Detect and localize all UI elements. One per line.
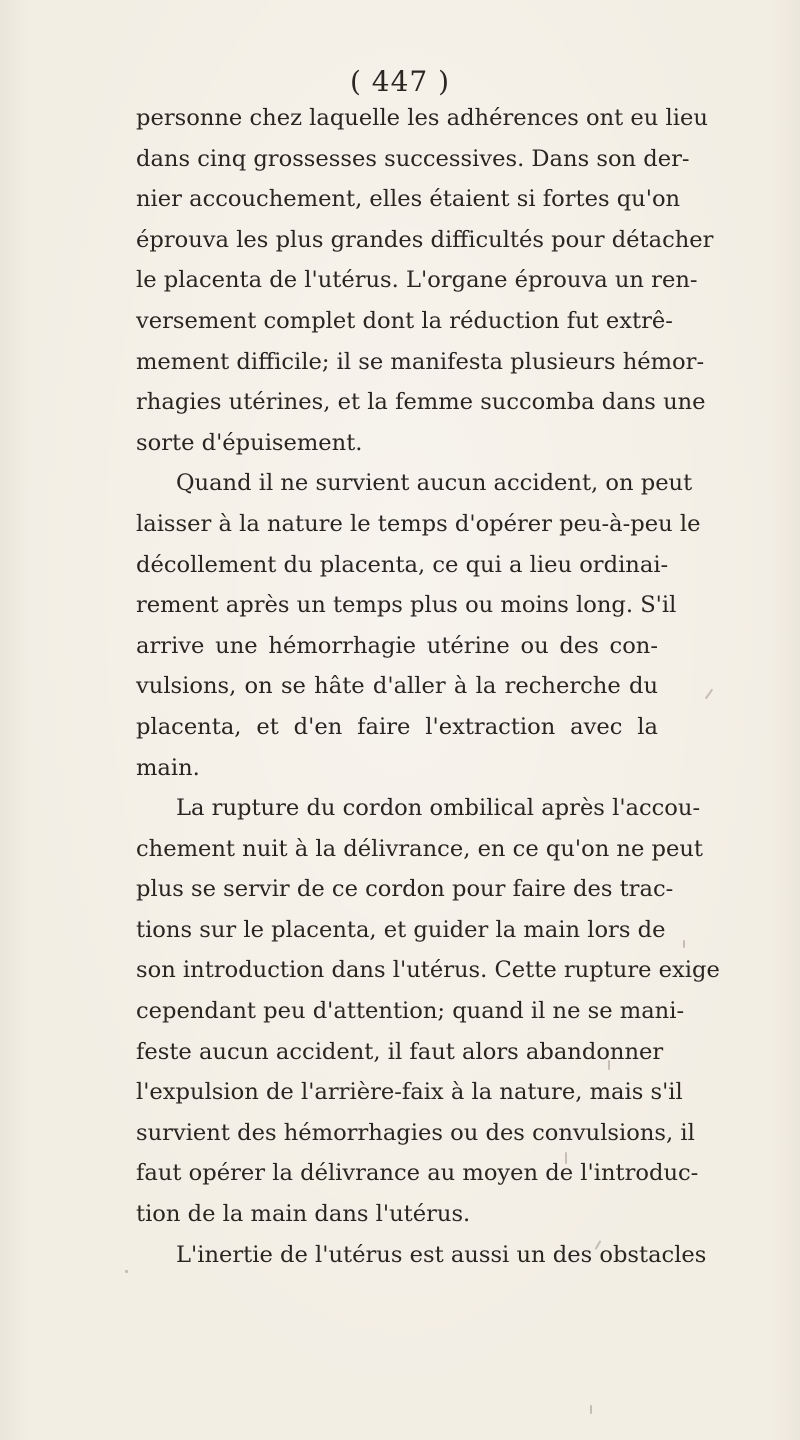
paper-speck — [705, 689, 714, 700]
text-line: main. — [136, 754, 200, 781]
paragraph-first-line: L'inertie de l'utérus est aussi un des obstacles — [176, 1241, 707, 1268]
page-number: ( 447 ) — [349, 65, 451, 98]
paper-speck — [683, 940, 685, 948]
paragraph-first-line: Quand il ne survient aucun accident, on peut — [176, 470, 693, 497]
text-line: l'expulsion de l'arrière-faix à la nature, mais s'il — [136, 1079, 683, 1106]
text-line: tion de la main dans l'utérus. — [136, 1201, 471, 1228]
text-line: tions sur le placenta, et guider la main lors de — [136, 916, 666, 943]
paper-speck — [590, 1405, 592, 1414]
text-line: placenta, et d'en faire l'extraction avec la — [136, 713, 658, 740]
text-line: sorte d'épuisement. — [136, 429, 363, 456]
text-line: dans cinq grossesses successives. Dans son der- — [136, 145, 690, 172]
text-line: son introduction dans l'utérus. Cette rupture exige — [136, 957, 720, 984]
text-line: le placenta de l'utérus. L'organe éprouva un ren- — [136, 267, 698, 294]
text-line: survient des hémorrhagies ou des convulsions, il — [136, 1119, 695, 1146]
text-line: nier accouchement, elles étaient si fortes qu'on — [136, 186, 681, 213]
text-line: feste aucun accident, il faut alors abandonner — [136, 1038, 664, 1065]
paper-speck — [125, 1270, 128, 1273]
text-line: laisser à la nature le temps d'opérer peu-à-peu le — [136, 510, 701, 537]
text-line: cependant peu d'attention; quand il ne se mani- — [136, 998, 685, 1025]
text-line: faut opérer la délivrance au moyen de l'introduc- — [136, 1160, 699, 1187]
text-line: chement nuit à la délivrance, en ce qu'on ne peut — [136, 835, 704, 862]
paper-speck — [608, 1060, 610, 1070]
paper-speck — [565, 1152, 567, 1164]
text-line: rhagies utérines, et la femme succomba dans une — [136, 389, 706, 416]
text-line: mement difficile; il se manifesta plusieurs hémor- — [136, 348, 705, 375]
text-line: rement après un temps plus ou moins long. S'il — [136, 592, 677, 619]
text-line: plus se servir de ce cordon pour faire des trac- — [136, 876, 674, 903]
text-line: arrive une hémorrhagie utérine ou des con- — [136, 632, 658, 659]
text-line: décollement du placenta, ce qui a lieu ordinai- — [136, 551, 669, 578]
paragraph-first-line: La rupture du cordon ombilical après l'accou- — [176, 795, 701, 822]
text-line: versement complet dont la réduction fut extrê- — [136, 307, 673, 334]
body-text — [136, 98, 720, 1275]
text-line: personne chez laquelle les adhérences ont eu lieu — [136, 105, 708, 131]
text-line: vulsions, on se hâte d'aller à la recherche du — [136, 673, 658, 700]
text-line: éprouva les plus grandes difficultés pour détacher — [136, 226, 714, 253]
